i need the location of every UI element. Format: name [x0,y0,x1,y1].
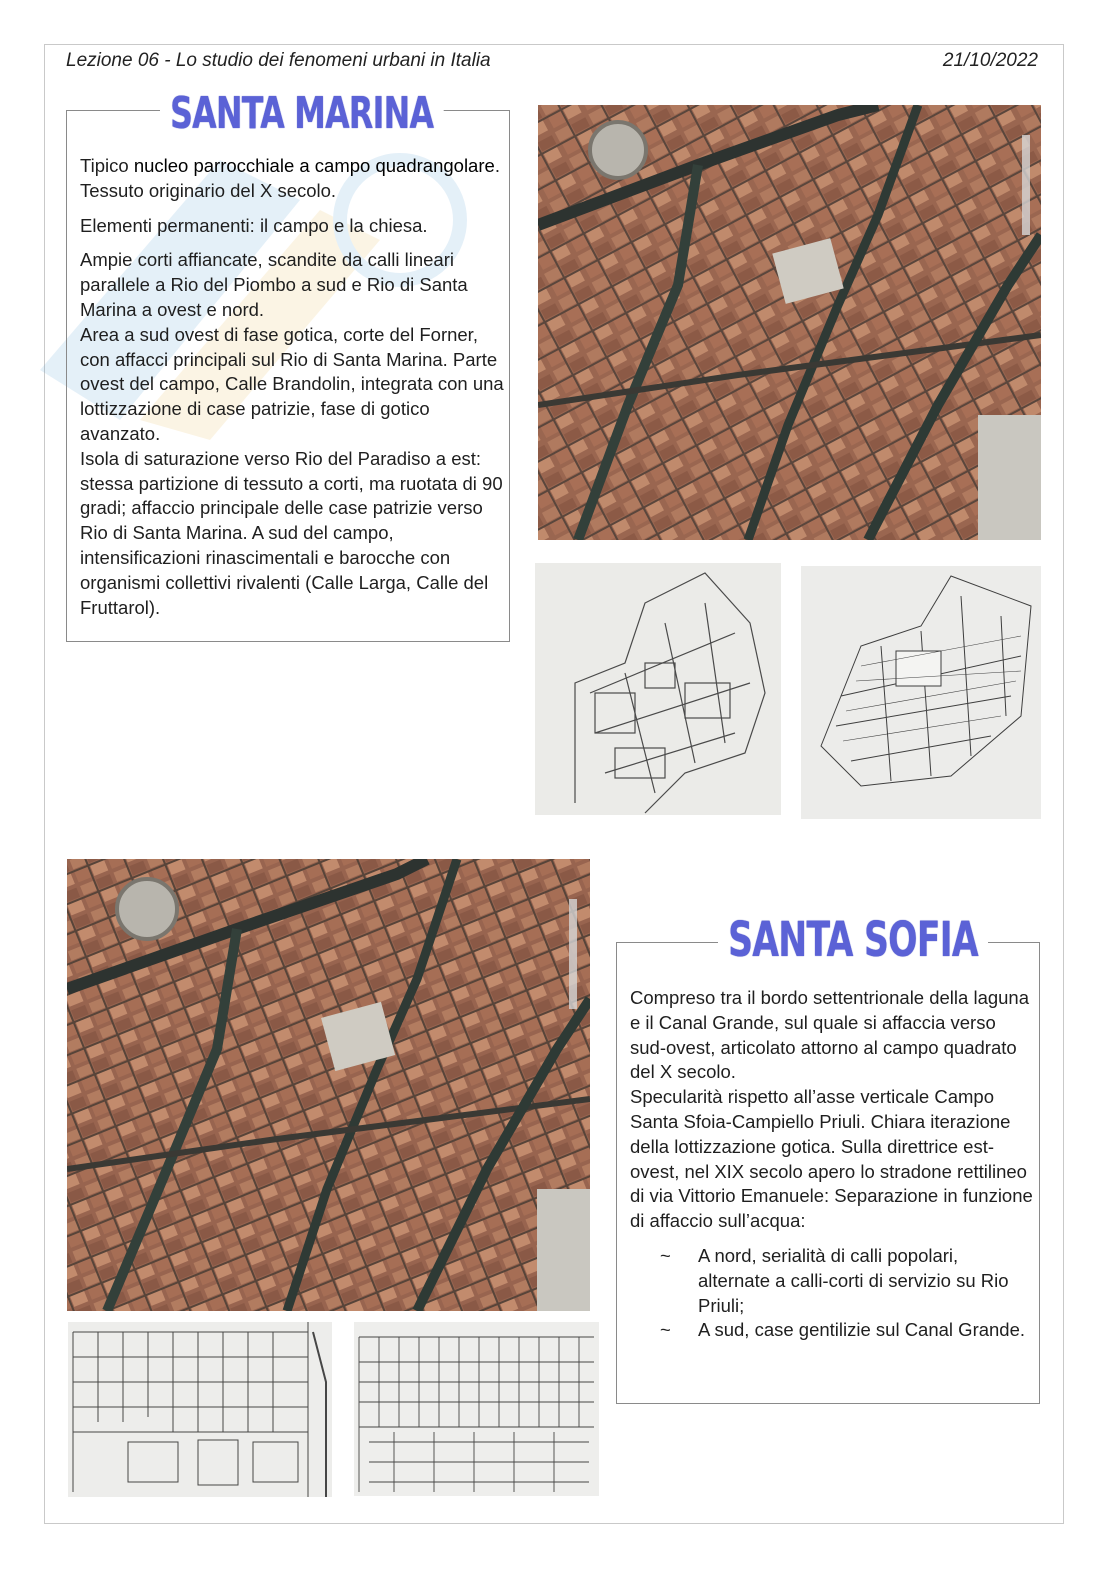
header-date: 21/10/2022 [942,50,1038,71]
santa-marina-paragraph-2: Elementi permanenti: il campo e la chiesa. [80,214,428,236]
santa-sofia-paragraph-2: Specularità rispetto all’asse verticale Campo Santa Sfoia-Campiello Priuli. Chiara iterazione della lottizzazione gotica. Sulla direttrice est-ovest, nel XIX secolo apero lo stradone rettilineo di via Vittorio Emanuele: Separazione in funzione di affaccio sull’acqua: [630,1086,1033,1232]
p1-highlight: nucleo parrocchiale a campo quadrangolare [133,155,495,176]
santa-marina-paragraph-3: Ampie corti affiancate, scandite da calli lineari parallele a Rio del Piombo a sud e Rio di Santa Marina a ovest e nord. [80,249,468,320]
santa-sofia-plan-1 [68,1322,332,1497]
santa-marina-plan-1 [535,563,781,815]
santa-sofia-text [630,986,1034,1343]
santa-sofia-aerial-photo [67,859,590,1311]
santa-marina-text [80,154,504,620]
header-title: Lezione 06 - Lo studio dei fenomeni urbani in Italia [66,50,491,71]
santa-sofia-list [630,1244,1034,1343]
santa-marina-aerial-photo [538,105,1041,540]
santa-marina-paragraph-4: Area a sud ovest di fase gotica, corte del Forner, con affacci principali sul Rio di Santa Marina. Parte ovest del campo, Calle Brandolin, integrata con una lottizzazione di case patrizie, fase di gotico avanzato. [80,323,504,444]
santa-marina-paragraph-1 [80,154,504,204]
p1-rest: . Tessuto originario del X secolo. [80,155,500,201]
santa-sofia-title: SANTA SOFIA [718,912,988,968]
santa-marina-paragraph-5: Isola di saturazione verso Rio del Paradiso a est: stessa partizione di tessuto a corti, ma ruotata di 90 gradi; affaccio principale delle case patrizie verso Rio di Santa Marina. A sud del campo, intensificazioni rinascimentali e barocche con organismi collettivi rivalenti (Calle Larga, Calle del Fruttarol). [80,447,503,618]
list-item: ~ A nord, serialità di calli popolari, alternate a calli-corti di servizio su Rio Priuli; [660,1244,1009,1316]
santa-sofia-plan-2 [354,1322,599,1496]
santa-marina-title: SANTA MARINA [160,88,443,139]
bullet-mark: ~ [660,1244,671,1266]
p1-intro: Tipico [80,155,134,176]
santa-marina-plan-2 [801,566,1041,819]
list-item: ~ A sud, case gentilizie sul Canal Grande. [630,1318,1034,1343]
santa-sofia-paragraph-1: Compreso tra il bordo settentrionale della laguna e il Canal Grande, sul quale si affaccia verso sud-ovest, articolato attorno al campo quadrato del X secolo. [630,987,1030,1083]
bullet-mark: ~ [660,1319,671,1341]
